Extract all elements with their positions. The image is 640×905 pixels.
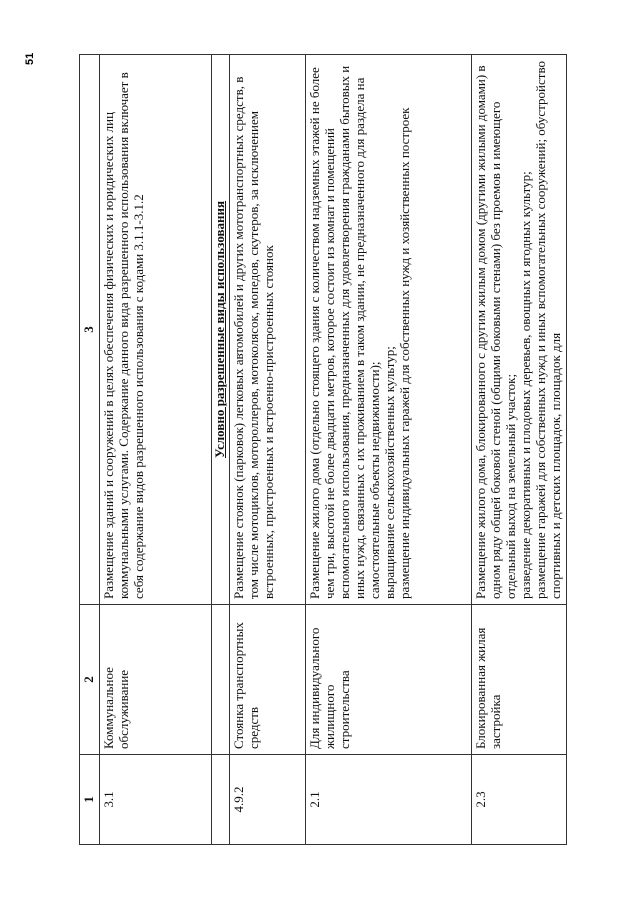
- land-use-table: [79, 54, 567, 845]
- row-code: 2.1: [305, 755, 471, 845]
- header-cell-name: 2: [80, 605, 100, 755]
- row-name: Для индивидуального жилищного строительства: [305, 605, 471, 755]
- description-line: разведение декоративных и плодовых деревьев, овощных и ягодных культур;: [517, 171, 533, 599]
- header-cell-code: 1: [80, 755, 100, 845]
- table-row: [471, 55, 566, 845]
- row-name: Стоянка транспортных средств: [229, 605, 305, 755]
- rotated-table-container: [79, 55, 563, 845]
- description-line: Размещение зданий и сооружений в целях обеспечения физических и юридических лиц коммунальными услугами. Содержание данного вида разрешенного использования включает в себя содержание видов разрешенного использования с кодами 3.1.1-3.1.2: [100, 72, 146, 599]
- row-code: 4.9.2: [229, 755, 305, 845]
- description-line: Размещение стоянок (парковок) легковых автомобилей и других мототранспортных средств, в том числе мотоциклов, мотороллеров, мотоколясок, мопедов, скутеров, за исключением встроенных, пристроенных и встроенно-пристроенных стоянок: [230, 76, 276, 599]
- section-empty-cell: [211, 755, 229, 845]
- header-cell-description: 3: [80, 55, 100, 605]
- row-description: [471, 55, 566, 605]
- description-line: Размещение жилого дома, блокированного с другим жилым домом (другими жилыми домами) в одном ряду общей боковой стеной (общими боковыми стенами) без проемов и имеющего отдельный выход на земельный участок;: [472, 65, 518, 599]
- row-description: [99, 55, 211, 605]
- header-row: [80, 55, 100, 845]
- description-line: выращивание сельскохозяйственных культур;: [381, 346, 397, 599]
- row-code: 2.3: [471, 755, 566, 845]
- row-code: 3.1: [99, 755, 211, 845]
- description-line: размещение гаражей для собственных нужд и иных вспомогательных сооружений; обустройство спортивных и детских площадок, площадок для: [532, 61, 563, 599]
- row-name: Коммунальное обслуживание: [99, 605, 211, 755]
- page-number: 51: [24, 52, 36, 65]
- table-row: [99, 55, 211, 845]
- section-title: Условно разрешенные виды использования: [211, 55, 229, 605]
- table-row: [305, 55, 471, 845]
- row-description: [305, 55, 471, 605]
- row-description: [229, 55, 305, 605]
- description-line: размещение индивидуальных гаражей для собственных нужд и хозяйственных построек: [396, 107, 412, 599]
- row-name: Блокированная жилая застройка: [471, 605, 566, 755]
- section-row: [211, 55, 229, 845]
- description-line: Размещение жилого дома (отдельно стоящего здания с количеством надземных этажей не более чем три, высотой не более двадцати метров, которое состоит из комнат и помещений вспомогательного использования, предназначенных для удовлетворения гражданами бытовых и иных нужд, связанных с их проживанием в таком здании, не предназначенного для раздела на самостоятельные объекты недвижимости);: [306, 65, 382, 599]
- table-row: [229, 55, 305, 845]
- section-empty-cell: [211, 605, 229, 755]
